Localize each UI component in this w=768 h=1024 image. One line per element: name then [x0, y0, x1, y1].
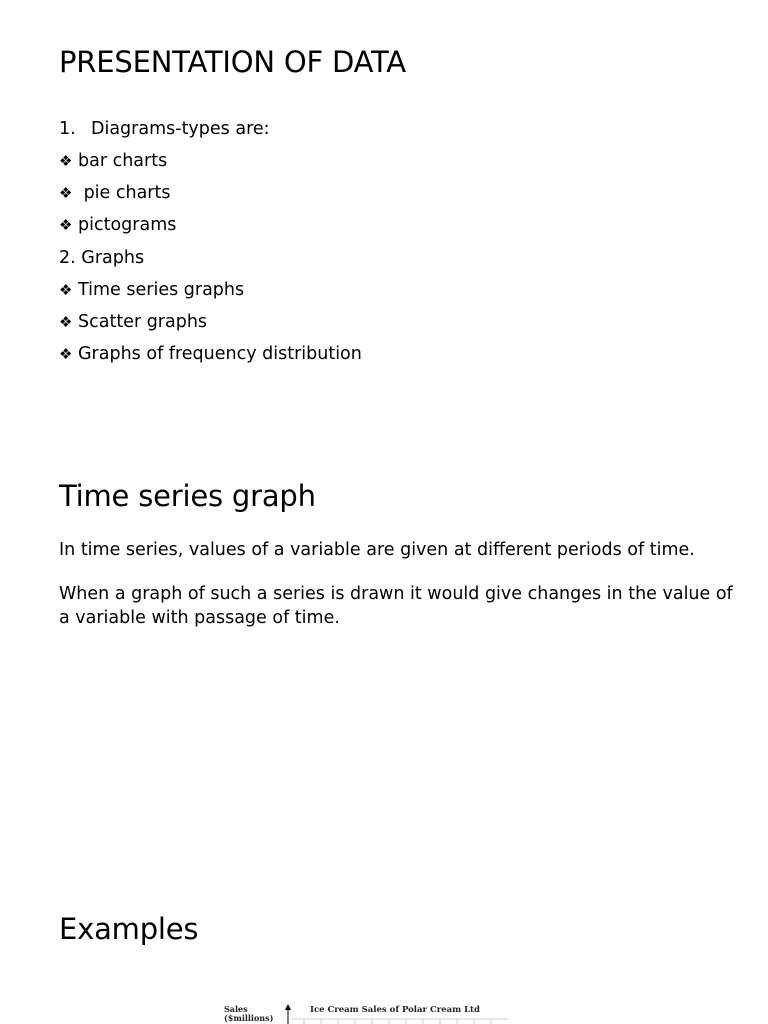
list-item-label: Scatter graphs — [78, 312, 208, 332]
diamond-bullet-icon: ❖ — [59, 184, 73, 202]
list-item — [59, 342, 362, 366]
chart-ylabel: Sales ($millions) — [224, 1004, 274, 1023]
list-item-graphs — [59, 246, 144, 270]
list-item-label: pictograms — [78, 215, 177, 235]
paragraph: In time series, values of a variable are given at different periods of time. — [59, 540, 695, 560]
list-item — [59, 310, 207, 334]
list-item-label: Graphs of frequency distribution — [78, 344, 362, 364]
list-item-label: pie charts — [78, 183, 171, 203]
diamond-bullet-icon: ❖ — [59, 345, 73, 363]
list-number: 1. — [59, 119, 76, 139]
list-item — [59, 278, 244, 302]
diamond-bullet-icon: ❖ — [59, 216, 73, 234]
list-item-label: bar charts — [78, 151, 168, 171]
list-item — [59, 149, 167, 173]
list-item-label: Diagrams-types are: — [91, 119, 270, 139]
list-item — [59, 213, 176, 237]
list-item-label: 2. Graphs — [59, 248, 145, 268]
section-title-examples: Examples — [59, 912, 199, 946]
example-chart — [220, 1002, 520, 1024]
list-item-label: Time series graphs — [78, 280, 245, 300]
list-item — [59, 181, 170, 205]
page-title: PRESENTATION OF DATA — [59, 45, 406, 79]
paragraph: When a graph of such a series is drawn it would give changes in the value of a variable with passage of time. — [59, 584, 733, 628]
diamond-bullet-icon: ❖ — [59, 281, 73, 299]
list-item-diagrams — [59, 117, 270, 141]
section-title-time-series: Time series graph — [59, 479, 316, 513]
diamond-bullet-icon: ❖ — [59, 152, 73, 170]
diamond-bullet-icon: ❖ — [59, 313, 73, 331]
chart-title: Ice Cream Sales of Polar Cream Ltd — [310, 1005, 480, 1015]
chart-grid — [220, 1002, 520, 1024]
